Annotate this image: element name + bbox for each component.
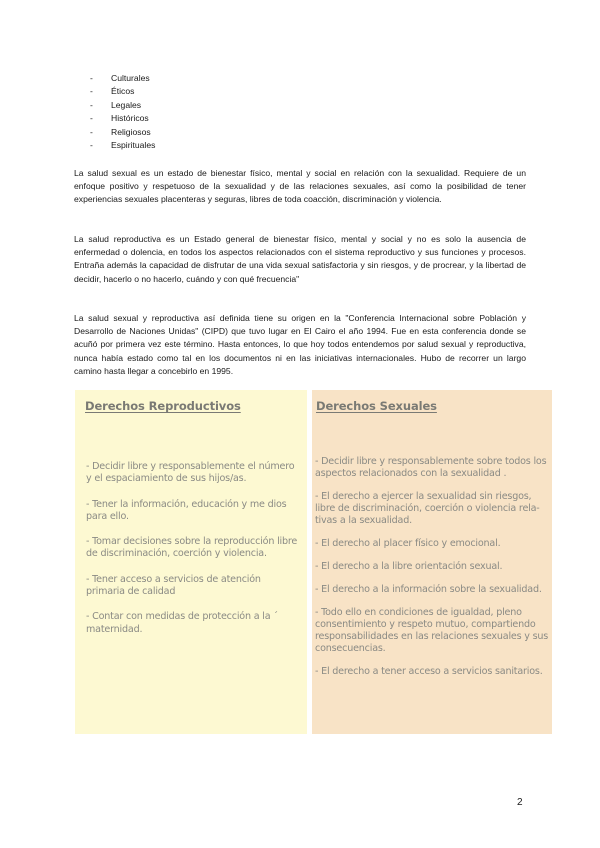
- list-item: - El derecho a la información sobre la sexualidad.: [315, 583, 542, 595]
- list-item: - Decidir libre y responsablemente el número y el espaciamiento de sus hijos/as.: [86, 461, 295, 485]
- reproductive-rights-title: Derechos Reproductivos: [85, 399, 241, 413]
- sexual-health-paragraph: La salud sexual es un estado de bienestar físico, mental y social en relación con la sexualidad. Requiere de un enfoque positivo y respetuoso de la sexualidad y de las relaciones sexuales, así como la posibilidad de tener experiencias sexuales placenteras y seguras, libres de toda coacción, discriminación y violencia.: [74, 168, 526, 205]
- list-item: - Espirituales: [90, 139, 155, 152]
- reproductive-rights-list: [86, 461, 301, 649]
- list-item: - El derecho al placer físico y emocional.: [315, 538, 501, 550]
- list-item: - Históricos: [90, 112, 155, 125]
- list-item: - Decidir libre y responsablemente sobre todos los aspectos relacionados con la sexualidad .: [315, 456, 547, 480]
- list-item: - El derecho a ejercer la sexualidad sin riesgos, libre de discriminación, coerción o violencia rela-tivas a la sexualidad.: [315, 491, 540, 527]
- list-item: - Tener acceso a servicios de atención primaria de calidad: [86, 573, 261, 597]
- list-item: - Tomar decisiones sobre la reproducción libre de discriminación, coerción y violencia.: [86, 536, 298, 560]
- page-number: 2: [517, 797, 523, 808]
- list-item: - El derecho a la libre orientación sexual.: [315, 561, 503, 572]
- list-item: - Tener la información, educación y me dios para ello.: [86, 498, 287, 522]
- list-item: - Todo ello en condiciones de igualdad, pleno consentimiento y respeto mutuo, compartiendo responsabilidades en las relaciones sexuales y sus consecuencias.: [315, 606, 549, 655]
- list-item: - Legales: [90, 99, 155, 112]
- sexual-rights-title: Derechos Sexuales: [316, 399, 437, 413]
- factors-list: [90, 72, 155, 152]
- reproductive-rights-panel: [75, 390, 307, 734]
- list-item: - Culturales: [90, 72, 155, 85]
- list-item: - Religiosos: [90, 126, 155, 139]
- sexual-rights-panel: [312, 390, 552, 734]
- reproductive-health-paragraph: La salud reproductiva es un Estado general de bienestar físico, mental y social y no es solo la ausencia de enfermedad o dolencia, en todos los aspectos relacionados con el sistema reproductivo y sus funciones y procesos. Entraña además la capacidad de disfrutar de una vida sexual satisfactoria y sin riesgos, y de procrear, y la libertad de decidir, hacerlo o no hacerlo, cuándo y con qué frecuencia": [74, 234, 526, 284]
- list-item: - Éticos: [90, 85, 155, 98]
- list-item: - El derecho a tener acceso a servicios sanitarios.: [315, 666, 543, 677]
- sexual-rights-list: [315, 456, 551, 689]
- list-item: - Contar con medidas de protección a la ´ maternidad.: [86, 611, 278, 635]
- origin-paragraph: La salud sexual y reproductiva así definida tiene su origen en la "Conferencia Internacional sobre Población y Desarrollo de Naciones Unidas" (CIPD) que tuvo lugar en El Cairo el año 1994. Fue en esta conferencia donde se acuñó por primera vez este término. Hasta entonces, lo que hoy todos entendemos por salud sexual y reproductiva, nunca había estado como tal en los documentos ni en las iniciativas internacionales. Hubo de recorrer un largo camino hasta llegar a concebirlo en 1995.: [74, 313, 526, 376]
